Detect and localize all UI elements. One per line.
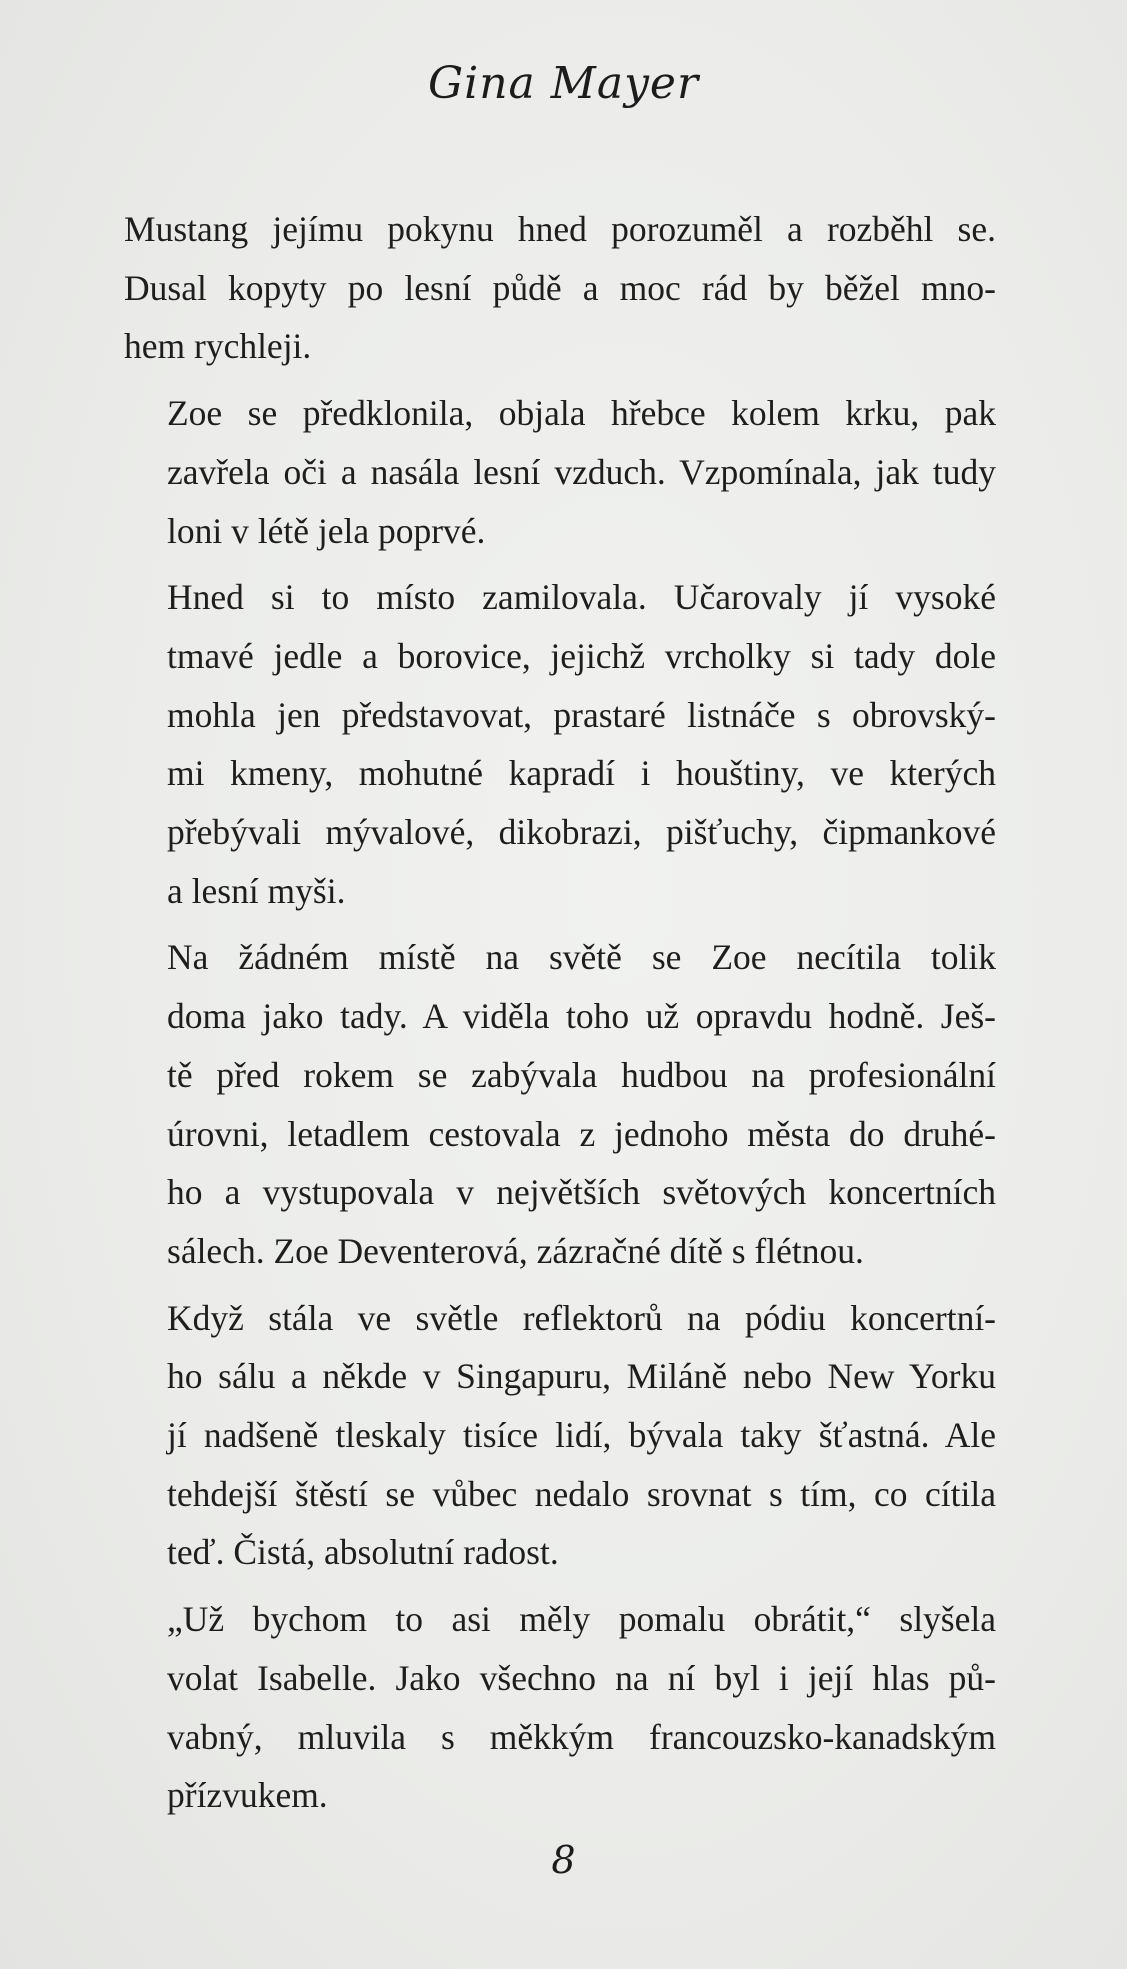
text-line: vabný, mluvila s měkkým francouzsko-kanadským: [167, 1716, 996, 1757]
paragraph-3: [124, 568, 996, 920]
text-line: mohla jen představovat, prastaré listnáče s obrovský-: [167, 694, 996, 735]
running-head-author: Gina Mayer: [428, 58, 699, 109]
text-line: hem rychleji.: [124, 326, 312, 367]
text-line: jí nadšeně tleskaly tisíce lidí, bývala taky šťastná. Ale: [167, 1415, 996, 1456]
text-line: Zoe se předklonila, objala hřebce kolem krku, pak: [167, 393, 996, 434]
text-line: ho sálu a někde v Singapuru, Miláně nebo New Yorku: [167, 1356, 996, 1397]
text-line: Když stála ve světle reflektorů na pódiu koncertní-: [167, 1297, 996, 1338]
text-line: Hned si to místo zamilovala. Učarovaly jí vysoké: [167, 577, 996, 618]
text-line: teď. Čistá, absolutní radost.: [167, 1532, 559, 1573]
paragraph-1: [124, 200, 996, 376]
text-line: tmavé jedle a borovice, jejichž vrcholky si tady dole: [167, 635, 996, 676]
text-line: mi kmeny, mohutné kapradí i houštiny, ve kterých: [167, 753, 996, 794]
body-text: [124, 200, 996, 1833]
text-line: loni v létě jela poprvé.: [167, 510, 486, 551]
text-line: přízvukem.: [167, 1775, 328, 1816]
text-line: „Už bychom to asi měly pomalu obrátit,“ slyšela: [167, 1599, 996, 1640]
paragraph-6: [124, 1590, 996, 1825]
text-line: Mustang jejímu pokynu hned porozuměl a rozběhl se.: [124, 209, 996, 249]
text-line: sálech. Zoe Deventerová, zázračné dítě s flétnou.: [167, 1230, 864, 1271]
text-line: úrovni, letadlem cestovala z jednoho města do druhé-: [167, 1113, 996, 1154]
text-line: přebývali mývalové, dikobrazi, pišťuchy, čipmankové: [167, 812, 996, 853]
text-line: volat Isabelle. Jako všechno na ní byl i její hlas pů-: [167, 1657, 996, 1698]
text-line: zavřela oči a nasála lesní vzduch. Vzpomínala, jak tudy: [167, 451, 996, 492]
text-line: tě před rokem se zabývala hudbou na profesionální: [167, 1054, 996, 1095]
paragraph-2: [124, 384, 996, 560]
text-line: Dusal kopyty po lesní půdě a moc rád by běžel mno-: [124, 267, 996, 308]
text-line: tehdejší štěstí se vůbec nedalo srovnat s tím, co cítila: [167, 1473, 996, 1514]
text-line: doma jako tady. A viděla toho už opravdu hodně. Ješ-: [167, 996, 996, 1037]
paragraph-4: [124, 928, 996, 1280]
text-line: ho a vystupovala v největších světových koncertních: [167, 1172, 996, 1213]
paragraph-5: [124, 1289, 996, 1583]
page-number: 8: [551, 1838, 576, 1882]
text-line: Na žádném místě na světě se Zoe necítila tolik: [167, 937, 996, 978]
text-line: a lesní myši.: [167, 870, 346, 911]
